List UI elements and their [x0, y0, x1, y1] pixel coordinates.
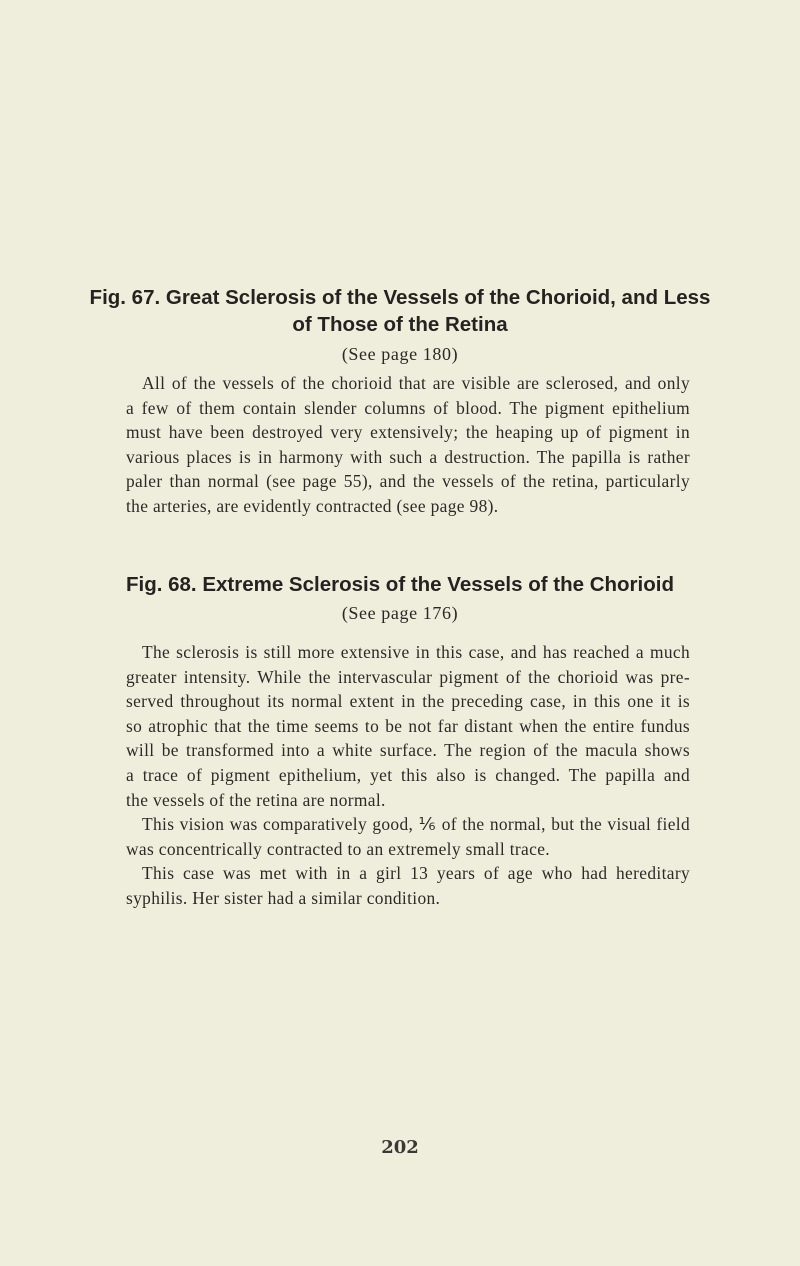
fig-68-description [110, 640, 690, 911]
fig-67-description [110, 371, 690, 519]
fig-68-paragraph-1 [110, 640, 690, 812]
text-line: will be transformed into a white surface. The region of the macula shows [126, 740, 690, 761]
text-line: All of the vessels of the chorioid that are visible are sclerosed, and only [142, 373, 690, 393]
text-line: greater intensity. While the intervascular pigment of the chorioid was pre- [126, 666, 690, 687]
text-line: paler than normal (see page 55), and the vessels of the retina, particularly [126, 471, 690, 492]
fig-67-paragraph [110, 371, 690, 519]
text-line: a trace of pigment epithelium, yet this also is changed. The papilla and [126, 764, 690, 785]
text-line: the arteries, are evidently contracted (see page 98). [126, 495, 499, 516]
text-line: the vessels of the retina are normal. [126, 789, 386, 810]
fig-67-heading-line-2: of Those of the Retina [292, 313, 508, 336]
fig-68-paragraph-2 [110, 812, 690, 861]
text-line: a few of them contain slender columns of blood. The pigment epithelium [126, 397, 690, 418]
text-line: The sclerosis is still more extensive in this case, and has reached a much [142, 642, 690, 662]
text-line: so atrophic that the time seems to be not far distant when the entire fundus [126, 715, 690, 736]
fig-68-see-page: (See page 176) [341, 603, 459, 623]
text-line: was concentrically contracted to an extremely small trace. [126, 838, 550, 859]
text-line: This case was met with in a girl 13 years of age who had hereditary [142, 863, 690, 884]
text-line: This vision was comparatively good, ⅙ of the normal, but the visual field [142, 814, 690, 835]
fig-67-heading-line-1: Fig. 67. Great Sclerosis of the Vessels of the Chorioid, and Less [89, 286, 711, 309]
fig-67-see-page: (See page 180) [341, 344, 459, 364]
fig-68-paragraph-3 [110, 861, 690, 910]
page-number: 202 [381, 1137, 419, 1158]
text-line: syphilis. Her sister had a similar condition. [126, 887, 441, 908]
text-line: served throughout its normal extent in the preceding case, in this one it is [126, 691, 690, 712]
text-line: must have been destroyed very extensively; the heaping up of pigment in [126, 422, 690, 443]
text-line: various places is in harmony with such a destruction. The papilla is rather [126, 446, 690, 467]
fig-68-heading: Fig. 68. Extreme Sclerosis of the Vessels of the Chorioid [126, 573, 674, 596]
